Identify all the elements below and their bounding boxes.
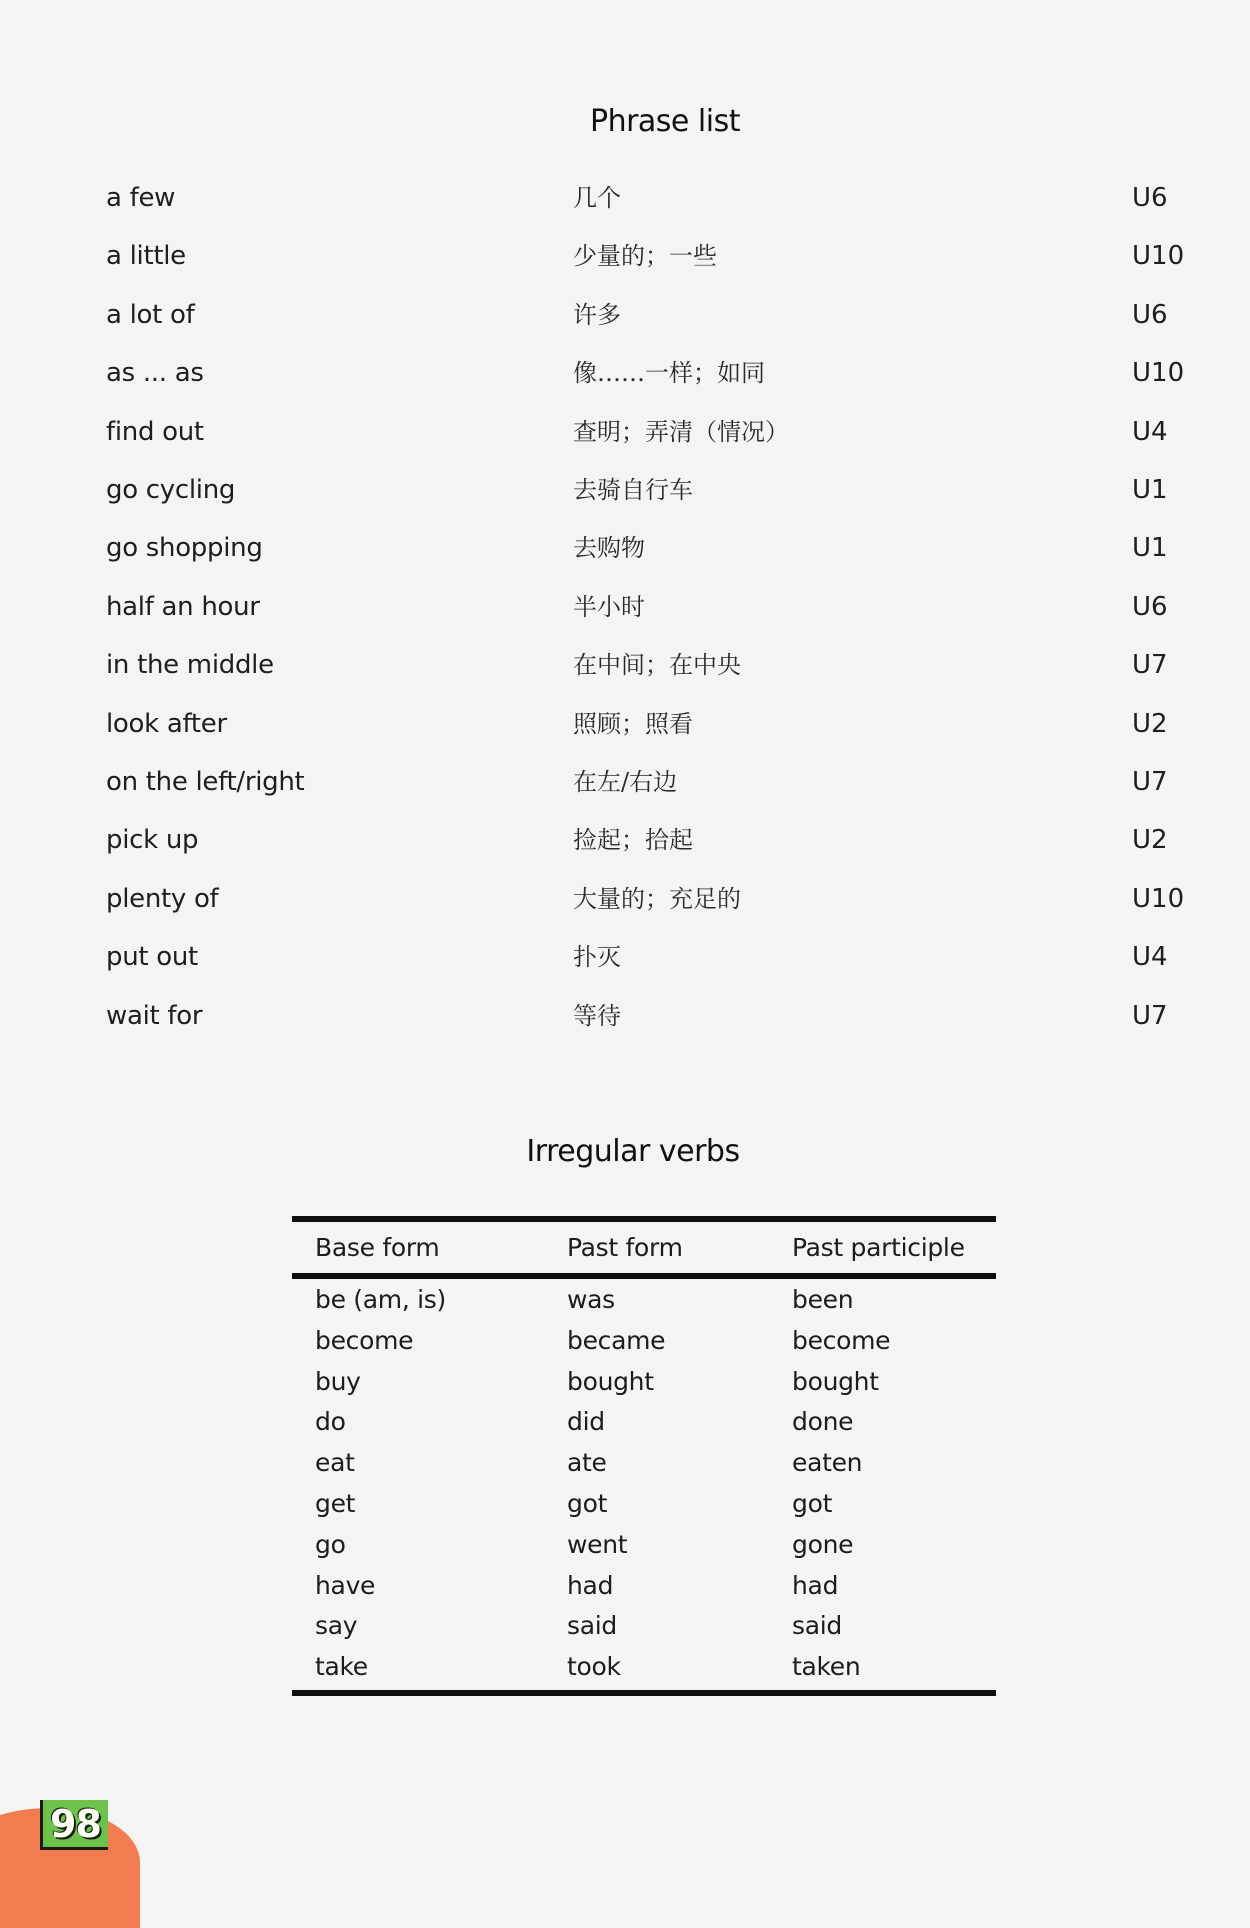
past-form: bought	[567, 1367, 654, 1396]
phrase-text: half an hour	[106, 592, 260, 622]
phrase-text: put out	[106, 942, 198, 972]
table-row	[292, 1566, 996, 1606]
phrase-text: look after	[106, 709, 227, 739]
phrase-unit: U7	[1132, 1001, 1168, 1031]
past-participle: been	[792, 1285, 854, 1314]
phrase-meaning: 大量的；充足的	[573, 885, 741, 913]
phrase-meaning: 几个	[573, 184, 621, 212]
phrase-text: a little	[106, 241, 186, 271]
past-participle: gone	[792, 1530, 854, 1559]
base-form: do	[315, 1407, 346, 1436]
phrase-meaning: 等待	[573, 1002, 621, 1030]
phrase-meaning: 半小时	[573, 593, 645, 621]
base-form: get	[315, 1489, 356, 1518]
phrase-row	[0, 587, 1250, 627]
base-form: be (am, is)	[315, 1285, 446, 1314]
table-row	[292, 1402, 996, 1442]
past-participle: become	[792, 1326, 891, 1355]
table-row	[292, 1280, 996, 1320]
page-number-badge: 98	[40, 1800, 108, 1850]
past-form: had	[567, 1571, 614, 1600]
phrase-text: go shopping	[106, 533, 263, 563]
past-participle: eaten	[792, 1448, 863, 1477]
phrase-unit: U1	[1132, 533, 1168, 563]
phrase-row	[0, 412, 1250, 452]
phrase-row	[0, 178, 1250, 218]
phrase-row	[0, 996, 1250, 1036]
phrase-meaning: 像……一样；如同	[573, 359, 765, 387]
phrase-unit: U6	[1132, 300, 1168, 330]
irregular-verbs-title: Irregular verbs	[526, 1134, 740, 1169]
table-row	[292, 1525, 996, 1565]
phrase-text: in the middle	[106, 650, 274, 680]
phrase-row	[0, 704, 1250, 744]
table-row	[292, 1321, 996, 1361]
phrase-meaning: 查明；弄清（情况）	[573, 418, 789, 446]
phrase-unit: U7	[1132, 767, 1168, 797]
phrase-meaning: 去购物	[573, 534, 645, 562]
phrase-unit: U4	[1132, 417, 1168, 447]
phrase-unit: U10	[1132, 358, 1185, 388]
past-participle: had	[792, 1571, 839, 1600]
table-row	[292, 1606, 996, 1646]
phrase-row	[0, 470, 1250, 510]
phrase-row	[0, 937, 1250, 977]
table-row	[292, 1362, 996, 1402]
phrase-row	[0, 528, 1250, 568]
phrase-text: plenty of	[106, 884, 219, 914]
table-header-row	[292, 1228, 996, 1268]
phrase-unit: U10	[1132, 884, 1185, 914]
phrase-meaning: 在中间；在中央	[573, 651, 741, 679]
phrase-text: pick up	[106, 825, 199, 855]
table-bottom-rule	[292, 1690, 996, 1696]
past-form: went	[567, 1530, 628, 1559]
phrase-text: as ... as	[106, 358, 204, 388]
phrase-meaning: 少量的；一些	[573, 242, 717, 270]
phrase-row	[0, 295, 1250, 335]
table-top-rule	[292, 1216, 996, 1222]
phrase-text: a few	[106, 183, 176, 213]
base-form: have	[315, 1571, 376, 1600]
past-form: ate	[567, 1448, 607, 1477]
past-participle: bought	[792, 1367, 879, 1396]
base-form: take	[315, 1652, 368, 1681]
phrase-row	[0, 762, 1250, 802]
past-form: did	[567, 1407, 605, 1436]
phrase-unit: U1	[1132, 475, 1168, 505]
table-row	[292, 1484, 996, 1524]
phrase-meaning: 去骑自行车	[573, 476, 693, 504]
phrase-text: find out	[106, 417, 204, 447]
phrase-row	[0, 353, 1250, 393]
phrase-meaning: 许多	[573, 301, 621, 329]
base-form: say	[315, 1611, 358, 1640]
base-form: become	[315, 1326, 414, 1355]
phrase-meaning: 照顾；照看	[573, 710, 693, 738]
past-form: took	[567, 1652, 621, 1681]
phrase-list-title: Phrase list	[589, 104, 740, 139]
phrase-row	[0, 645, 1250, 685]
base-form: buy	[315, 1367, 361, 1396]
past-form: became	[567, 1326, 666, 1355]
base-form: go	[315, 1530, 346, 1559]
phrase-unit: U6	[1132, 592, 1168, 622]
phrase-unit: U2	[1132, 825, 1168, 855]
phrase-row	[0, 820, 1250, 860]
phrase-text: wait for	[106, 1001, 203, 1031]
phrase-unit: U4	[1132, 942, 1168, 972]
header-past-form: Past form	[567, 1233, 683, 1262]
table-header-rule	[292, 1273, 996, 1279]
past-form: got	[567, 1489, 608, 1518]
past-participle: taken	[792, 1652, 861, 1681]
phrase-row	[0, 236, 1250, 276]
past-form: was	[567, 1285, 615, 1314]
phrase-meaning: 在左/右边	[573, 768, 678, 796]
header-base-form: Base form	[315, 1233, 440, 1262]
phrase-text: a lot of	[106, 300, 195, 330]
header-past-participle: Past participle	[792, 1233, 965, 1262]
phrase-unit: U2	[1132, 709, 1168, 739]
table-row	[292, 1443, 996, 1483]
past-form: said	[567, 1611, 617, 1640]
phrase-text: go cycling	[106, 475, 236, 505]
past-participle: said	[792, 1611, 842, 1640]
past-participle: got	[792, 1489, 833, 1518]
phrase-unit: U7	[1132, 650, 1168, 680]
phrase-unit: U10	[1132, 241, 1185, 271]
past-participle: done	[792, 1407, 854, 1436]
phrase-row	[0, 879, 1250, 919]
phrase-meaning: 扑灭	[573, 943, 621, 971]
base-form: eat	[315, 1448, 355, 1477]
phrase-text: on the left/right	[106, 767, 305, 797]
phrase-meaning: 捡起；拾起	[573, 826, 693, 854]
table-row	[292, 1647, 996, 1687]
phrase-unit: U6	[1132, 183, 1168, 213]
